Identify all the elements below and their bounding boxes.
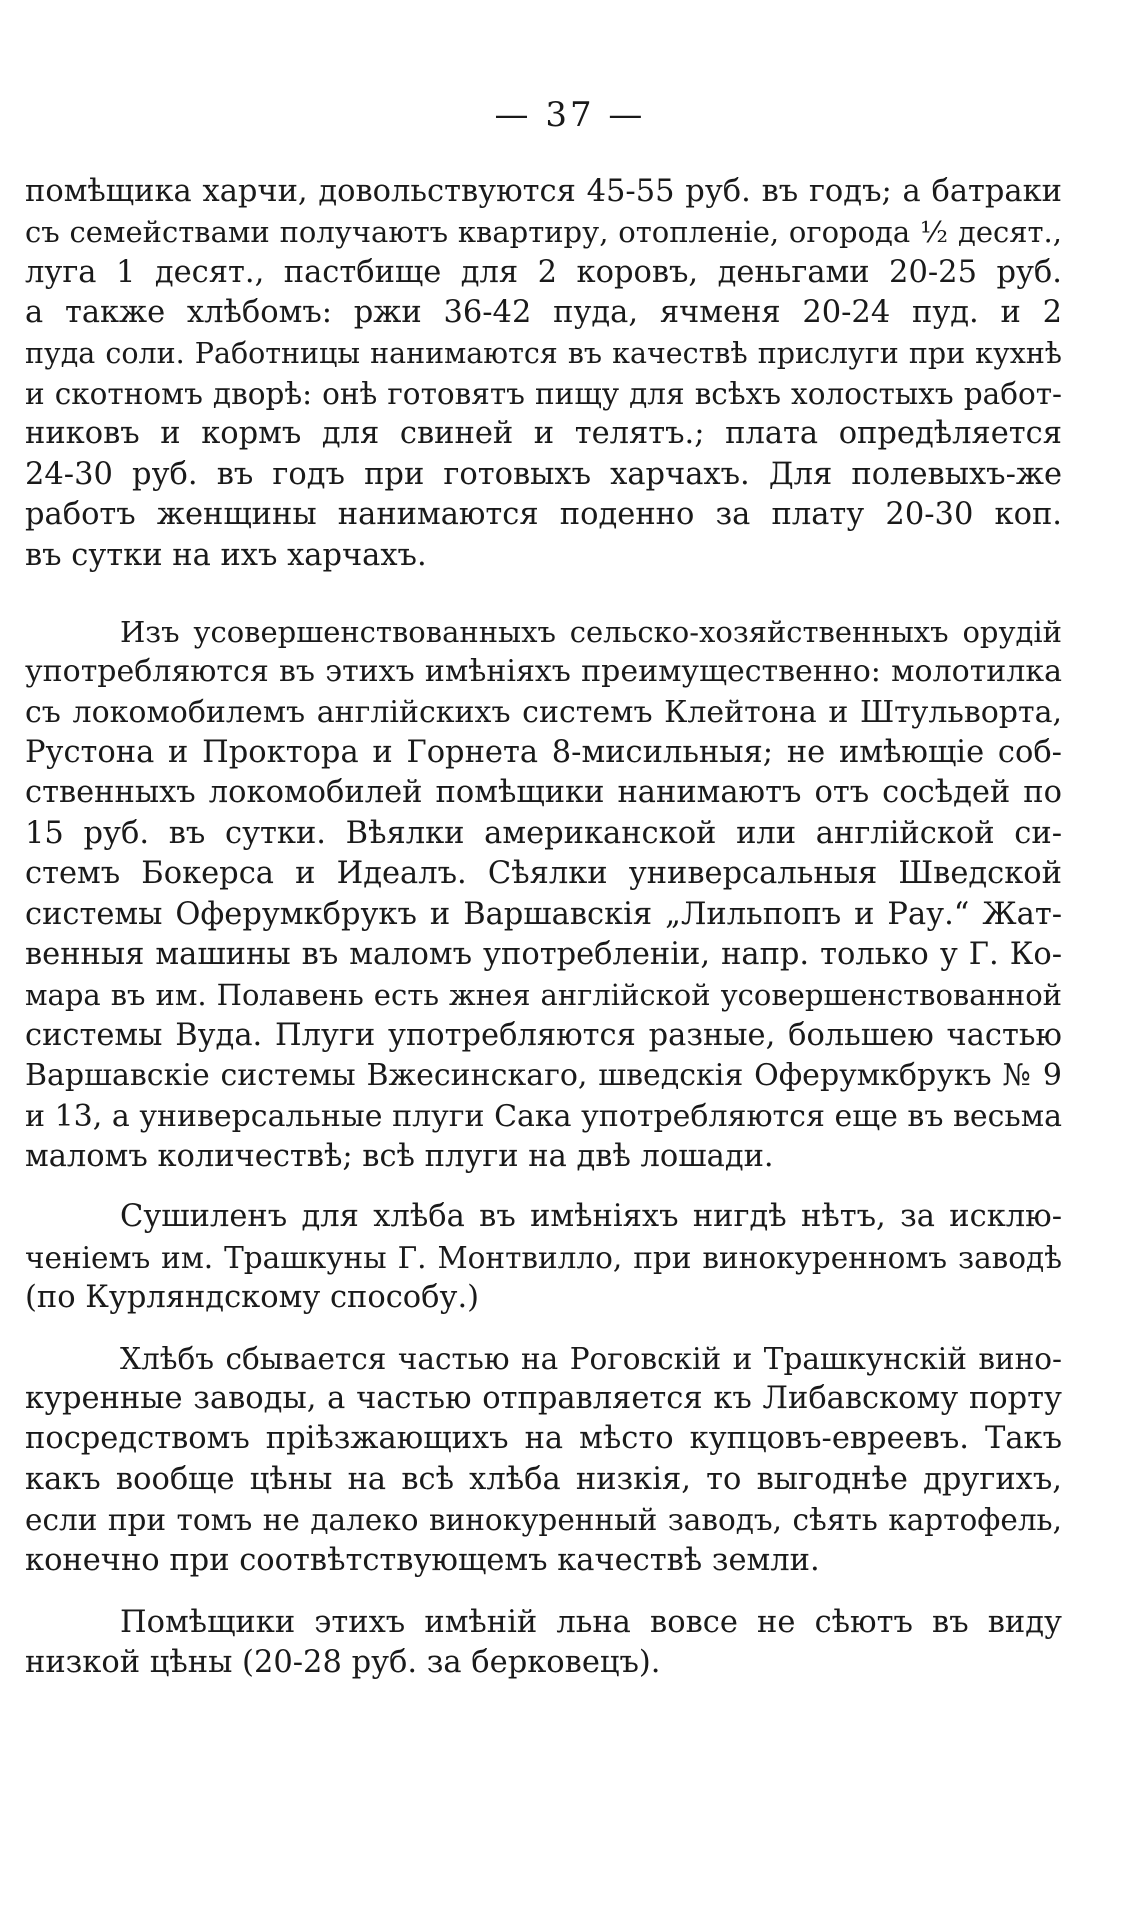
page-number: — 37 —: [494, 95, 646, 135]
text-line: въ сутки на ихъ харчахъ.: [25, 537, 427, 573]
text-line: Хлѣбъ сбывается частью на Роговскій и Трашкунскій вино-: [120, 1341, 1062, 1376]
text-line: ченіемъ им. Трашкуны Г. Монтвилло, при винокуренномъ заводѣ: [25, 1240, 1062, 1275]
text-line: съ локомобилемъ англійскихъ системъ Клейтона и Штульворта,: [25, 694, 1062, 730]
text-line: а также хлѣбомъ: ржи 36-42 пуда, ячменя 20-24 пуд. и 2: [25, 295, 1062, 331]
text-line: Сушиленъ для хлѣба въ имѣніяхъ нигдѣ нѣтъ, за исклю-: [120, 1199, 1062, 1235]
text-line: (по Курляндскому способу.): [25, 1280, 480, 1316]
text-line: помѣщика харчи, довольствуются 45-55 руб. въ годъ; а батраки: [25, 174, 1062, 209]
text-line: и скотномъ дворѣ: онѣ готовятъ пищу для всѣхъ холостыхъ работ-: [25, 376, 1062, 411]
text-line: употребляются въ этихъ имѣніяхъ преимущественно: молотилка: [25, 654, 1062, 690]
text-line: Рустона и Проктора и Горнета 8-мисильныя; не имѣющіе соб-: [25, 735, 1062, 771]
text-line: 24-30 руб. въ годъ при готовыхъ харчахъ. Для полевыхъ-же: [25, 456, 1062, 492]
text-line: стемъ Бокерса и Идеалъ. Сѣялки универсальныя Шведской: [25, 856, 1062, 892]
text-line: маломъ количествѣ; всѣ плуги на двѣ лошади.: [25, 1138, 774, 1174]
text-line: низкой цѣны (20-28 руб. за берковецъ).: [25, 1645, 661, 1681]
text-line: луга 1 десят., пастбище для 2 коровъ, деньгами 20-25 руб.: [25, 254, 1062, 290]
text-line: какъ вообще цѣны на всѣ хлѣба низкія, то выгоднѣе другихъ,: [25, 1461, 1062, 1497]
text-line: системы Вуда. Плуги употребляются разные, большею частью: [25, 1017, 1062, 1053]
text-line: Варшавскіе системы Вжесинскаго, шведскія Оферумкбрукъ № 9: [25, 1058, 1062, 1094]
text-line: 15 руб. въ сутки. Вѣялки американской или англійской си-: [25, 815, 1062, 851]
paragraph-2: [25, 612, 1062, 1177]
text-line: Изъ усовершенствованныхъ сельско-хозяйственныхъ орудій: [120, 614, 1062, 649]
text-line: конечно при соотвѣтствующемъ качествѣ земли.: [25, 1542, 820, 1578]
text-line: ственныхъ локомобилей помѣщики нанимаютъ отъ сосѣдей по: [25, 775, 1062, 811]
text-line: пуда соли. Работницы нанимаются въ качествѣ прислуги при кухнѣ: [25, 336, 1062, 370]
text-line: Помѣщики этихъ имѣній льна вовсе не сѣютъ въ виду: [120, 1604, 1062, 1640]
paragraph-5: [25, 1603, 1062, 1684]
text-line: венныя машины въ маломъ употребленіи, напр. только у Г. Ко-: [25, 937, 1062, 973]
text-line: если при томъ не далеко винокуренный заводъ, сѣять картофель,: [25, 1503, 1062, 1538]
paragraph-4: [25, 1339, 1062, 1581]
text-line: системы Оферумкбрукъ и Варшавскія „Лильпопъ и Рау.“ Жат-: [25, 896, 1062, 932]
text-line: куренные заводы, а частью отправляется къ Либавскому порту: [25, 1380, 1062, 1416]
text-line: работъ женщины нанимаются поденно за плату 20-30 коп.: [25, 497, 1062, 533]
text-line: съ семействами получаютъ квартиру, отопленіе, огорода ½ десят.,: [25, 215, 1062, 250]
text-line: никовъ и кормъ для свиней и телятъ.; плата опредѣляется: [25, 416, 1062, 452]
paragraph-3: [25, 1197, 1062, 1318]
text-line: посредствомъ пріѣзжающихъ на мѣсто купцовъ-евреевъ. Такъ: [25, 1421, 1062, 1457]
page-text: [25, 172, 1062, 1684]
text-line: и 13, а универсальные плуги Сака употребляются еще въ весьма: [25, 1098, 1062, 1134]
paragraph-1: [25, 172, 1062, 576]
text-line: мара въ им. Полавень есть жнея англійской усовершенствованной: [25, 978, 1062, 1013]
